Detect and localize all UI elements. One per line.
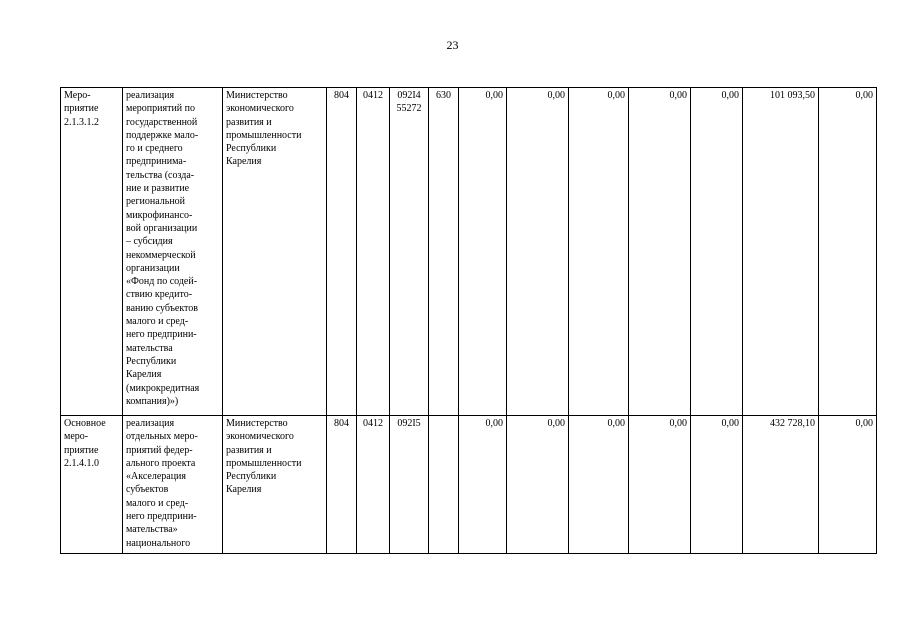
rzpr-code: 0412: [357, 416, 390, 554]
budget-table: [60, 87, 877, 554]
value-2: 0,00: [507, 416, 569, 554]
value-1: 0,00: [459, 88, 507, 416]
page-number: 23: [446, 38, 459, 52]
value-7: 0,00: [819, 416, 877, 554]
table-row: [61, 416, 877, 554]
csr-code: 092I4 55272: [390, 88, 429, 416]
value-6: 101 093,50: [743, 88, 819, 416]
value-6: 432 728,10: [743, 416, 819, 554]
executor: Министерство экономического развития и промышленности Республики Карелия: [223, 88, 327, 416]
table-row: [61, 88, 877, 416]
activity-name: реализация отдельных меро- приятий федер- ального проекта «Акселерация субъектов малого и сред- него предприни- мательства» национального: [123, 416, 223, 554]
value-3: 0,00: [569, 88, 629, 416]
value-5: 0,00: [691, 416, 743, 554]
value-1: 0,00: [459, 416, 507, 554]
vr-code: [429, 416, 459, 554]
value-4: 0,00: [629, 416, 691, 554]
grbs-code: 804: [327, 416, 357, 554]
rzpr-code: 0412: [357, 88, 390, 416]
executor: Министерство экономического развития и промышленности Республики Карелия: [223, 416, 327, 554]
value-2: 0,00: [507, 88, 569, 416]
value-5: 0,00: [691, 88, 743, 416]
activity-name: реализация мероприятий по государственной поддержке мало- го и среднего предпринима- тельства (созда- ние и развитие региональной микрофинансо- вой организации – субсидия некоммерческой организации «Фонд по содей- ствию кредито- ванию субъектов малого и сред- него предприни- мательства Республики Карелия (микрокредитная компания)»): [123, 88, 223, 416]
vr-code: 630: [429, 88, 459, 416]
value-3: 0,00: [569, 416, 629, 554]
activity-code: Основное меро- приятие 2.1.4.1.0: [61, 416, 123, 554]
value-4: 0,00: [629, 88, 691, 416]
value-7: 0,00: [819, 88, 877, 416]
csr-code: 092I5: [390, 416, 429, 554]
activity-code: Меро- приятие 2.1.3.1.2: [61, 88, 123, 416]
grbs-code: 804: [327, 88, 357, 416]
